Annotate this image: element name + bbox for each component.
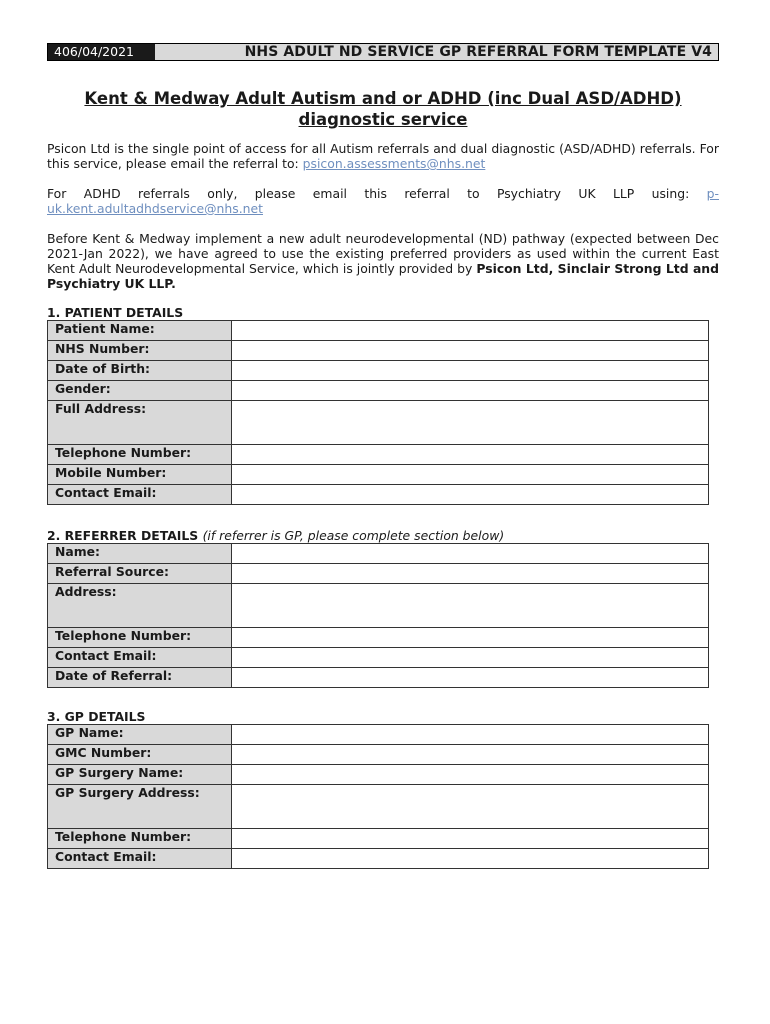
field-label: Patient Name: [48,321,232,341]
referrer-address-field[interactable] [232,584,709,628]
intro-paragraph-adhd [47,186,719,216]
field-label: Contact Email: [48,648,232,668]
referrer-name-field[interactable] [232,544,709,564]
psicon-email-link[interactable]: psicon.assessments@nhs.net [302,156,486,171]
gender-field[interactable] [232,381,709,401]
field-label: GP Name: [48,725,232,745]
field-label: Gender: [48,381,232,401]
providers-text: Psicon Ltd, Sinclair Strong Ltd and Psychiatry UK LLP. [47,261,719,291]
referrer-details-table [47,543,709,688]
field-label: Contact Email: [48,849,232,869]
referrer-details-heading: 2. REFERRER DETAILS (if referrer is GP, please complete section below) [47,528,505,543]
referrer-telephone-field[interactable] [232,628,709,648]
table-row [48,584,709,628]
table-row [48,628,709,648]
form-template-title: NHS ADULT ND SERVICE GP REFERRAL FORM TEMPLATE V4 [155,44,718,60]
page-title-line1: Kent & Medway Adult Autism and or ADHD (inc Dual ASD/ADHD) [84,89,682,108]
mobile-number-field[interactable] [232,465,709,485]
pathway-text: Before Kent & Medway implement a new adult neurodevelopmental (ND) pathway (expected between Dec 2021-Jan 2022), we have agreed to use the existing preferred providers as used within the current East Kent Adult Neurodevelopmental Service, which is jointly provided by [47,231,719,276]
table-row [48,321,709,341]
referrer-note: (if referrer is GP, please complete section below) [202,528,505,543]
table-row [48,785,709,829]
nhs-number-field[interactable] [232,341,709,361]
table-row [48,465,709,485]
telephone-number-field[interactable] [232,445,709,465]
field-label: GP Surgery Address: [48,785,232,829]
gmc-number-field[interactable] [232,745,709,765]
table-row [48,725,709,745]
full-address-field[interactable] [232,401,709,445]
field-label: Name: [48,544,232,564]
page-title [47,88,719,130]
field-label: Date of Birth: [48,361,232,381]
contact-email-field[interactable] [232,485,709,505]
date-of-birth-field[interactable] [232,361,709,381]
table-row [48,445,709,465]
referrer-email-field[interactable] [232,648,709,668]
field-label: Telephone Number: [48,445,232,465]
date-of-referral-field[interactable] [232,668,709,688]
field-label: Date of Referral: [48,668,232,688]
intro-text: Psicon Ltd is the single point of access for all Autism referrals and dual diagnostic (ASD/ADHD) referrals. For this service, please email the referral to: [47,141,719,171]
field-label: Referral Source: [48,564,232,584]
psychiatry-uk-email-link[interactable]: p-uk.kent.adultadhdservice@nhs.net [47,186,719,216]
field-label: Mobile Number: [48,465,232,485]
gp-surgery-name-field[interactable] [232,765,709,785]
adhd-text: For ADHD referrals only, please email this referral to Psychiatry UK LLP using: [47,186,707,201]
table-row [48,745,709,765]
table-row [48,381,709,401]
field-label: Address: [48,584,232,628]
table-row [48,564,709,584]
patient-name-field[interactable] [232,321,709,341]
gp-surgery-address-field[interactable] [232,785,709,829]
gp-details-heading: 3. GP DETAILS [47,709,146,724]
table-row [48,401,709,445]
form-date: 406/04/2021 [48,44,155,60]
field-label: GMC Number: [48,745,232,765]
form-header-bar [47,43,719,61]
field-label: Contact Email: [48,485,232,505]
page-title-line2: diagnostic service [298,110,468,129]
gp-telephone-field[interactable] [232,829,709,849]
pathway-paragraph [47,231,719,291]
gp-details-table [47,724,709,869]
table-row [48,668,709,688]
table-row [48,648,709,668]
referral-source-field[interactable] [232,564,709,584]
field-label: GP Surgery Name: [48,765,232,785]
gp-name-field[interactable] [232,725,709,745]
field-label: Telephone Number: [48,628,232,648]
table-row [48,849,709,869]
field-label: Full Address: [48,401,232,445]
field-label: NHS Number: [48,341,232,361]
patient-details-table [47,320,709,505]
table-row [48,765,709,785]
table-row [48,544,709,564]
table-row [48,485,709,505]
field-label: Telephone Number: [48,829,232,849]
patient-details-heading: 1. PATIENT DETAILS [47,305,184,320]
gp-email-field[interactable] [232,849,709,869]
table-row [48,341,709,361]
table-row [48,361,709,381]
table-row [48,829,709,849]
intro-paragraph-autism [47,141,719,171]
